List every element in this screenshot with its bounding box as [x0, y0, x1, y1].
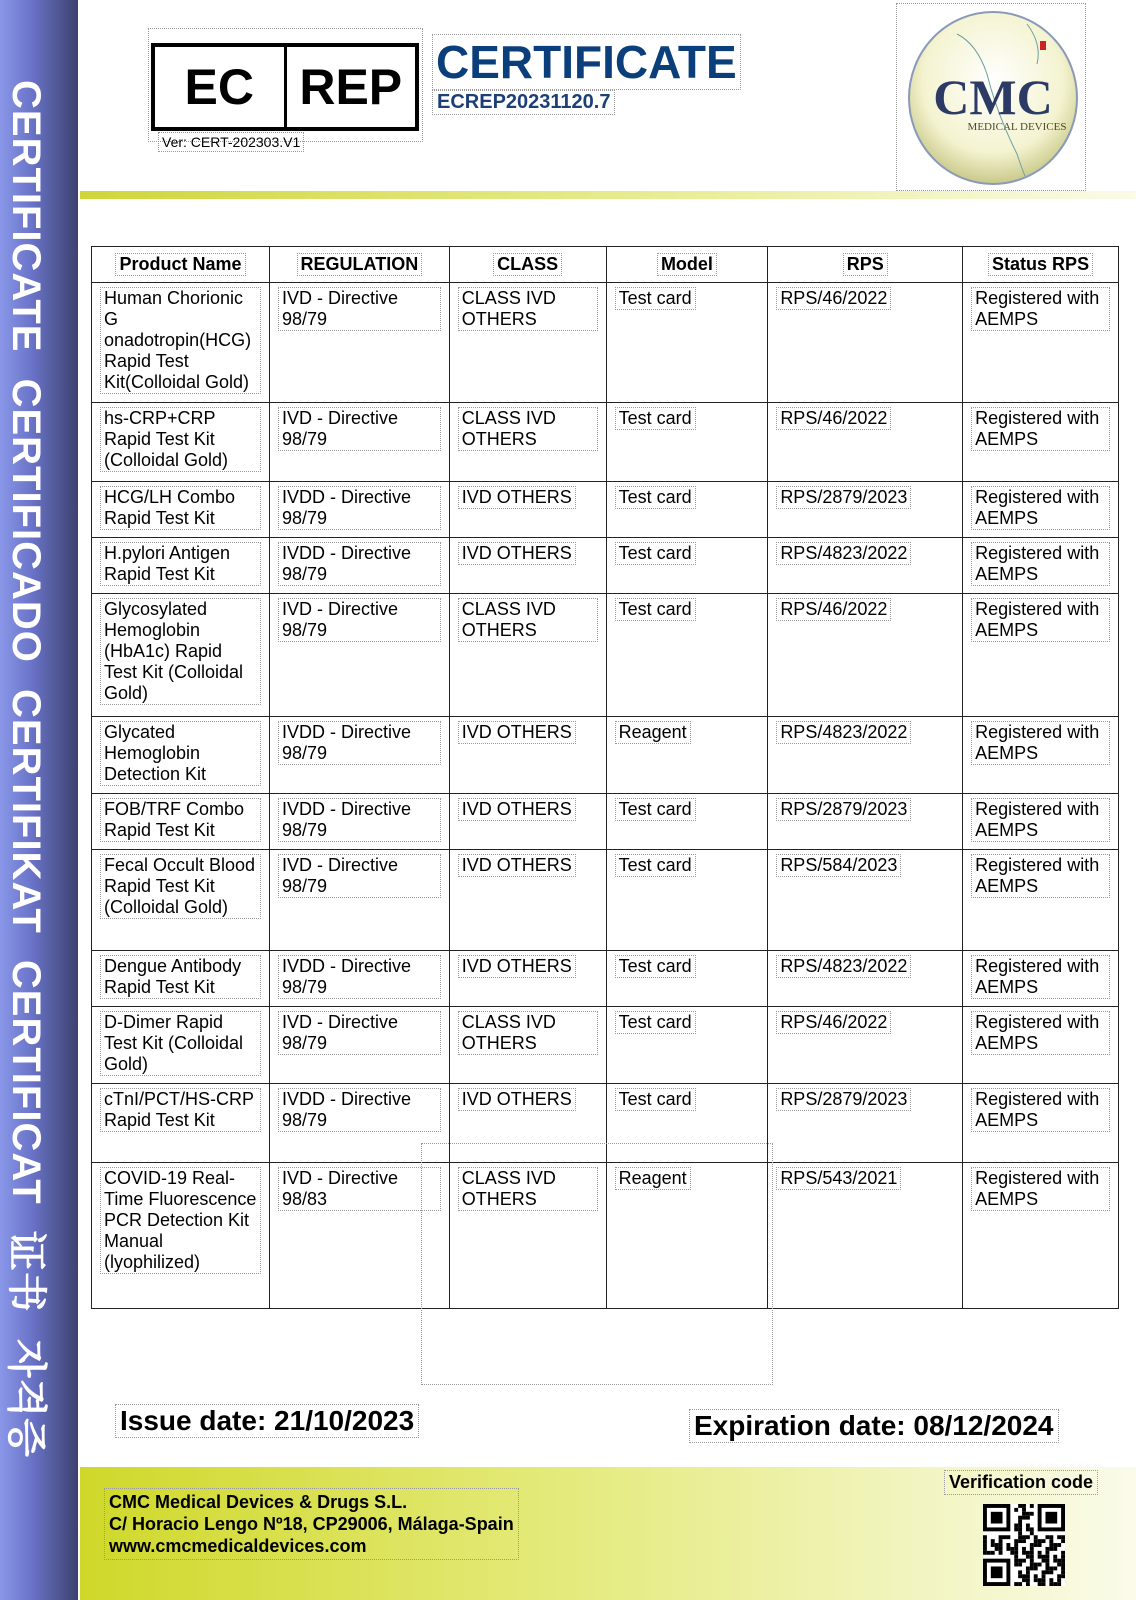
column-header — [269, 247, 449, 283]
table-cell — [606, 538, 768, 594]
cell-text: Test card — [615, 955, 696, 978]
table-cell — [963, 482, 1119, 538]
table-cell — [449, 482, 606, 538]
cell-text: Test card — [615, 407, 696, 430]
cell-text: Human Chorionic G onadotropin(HCG) Rapid Test Kit(Colloidal Gold) — [100, 287, 261, 394]
table-cell — [92, 1084, 270, 1163]
cell-text: IVD - Directive 98/79 — [278, 854, 441, 898]
table-cell — [92, 951, 270, 1007]
cell-text: IVD OTHERS — [458, 1088, 576, 1111]
table-cell — [92, 403, 270, 482]
table-cell — [768, 283, 963, 403]
table-cell — [92, 482, 270, 538]
table-cell — [963, 850, 1119, 951]
table-cell — [606, 283, 768, 403]
table-cell — [963, 1084, 1119, 1163]
table-cell — [269, 283, 449, 403]
cell-text: IVD OTHERS — [458, 798, 576, 821]
cell-text: RPS/4823/2022 — [776, 721, 911, 744]
column-header — [963, 247, 1119, 283]
table-cell — [92, 717, 270, 794]
cell-text: IVD - Directive 98/79 — [278, 287, 441, 331]
cell-text: Registered with AEMPS — [971, 486, 1110, 530]
table-cell — [768, 1084, 963, 1163]
table-cell — [92, 1007, 270, 1084]
table-cell — [768, 850, 963, 951]
cell-text: HCG/LH Combo Rapid Test Kit — [100, 486, 261, 530]
table-cell — [963, 538, 1119, 594]
cell-text: hs-CRP+CRP Rapid Test Kit (Colloidal Gold) — [100, 407, 261, 472]
cell-text: Test card — [615, 486, 696, 509]
issue-date: Issue date: 21/10/2023 — [115, 1404, 419, 1438]
logo-text: CMC — [933, 69, 1053, 125]
cell-text: Glycosylated Hemoglobin (HbA1c) Rapid Test Kit (Colloidal Gold) — [100, 598, 261, 705]
sidebar-banner — [0, 0, 78, 1600]
column-header-label: REGULATION — [297, 253, 423, 276]
table-cell — [92, 1163, 270, 1309]
street-address: C/ Horacio Lengo Nº18, CP29006, Málaga-Spain — [109, 1514, 514, 1534]
table-row — [92, 482, 1119, 538]
column-header-label: Model — [657, 253, 717, 276]
column-header-label: Status RPS — [988, 253, 1093, 276]
cell-text: FOB/TRF Combo Rapid Test Kit — [100, 798, 261, 842]
cell-text: IVD OTHERS — [458, 486, 576, 509]
table-cell — [606, 794, 768, 850]
column-header — [92, 247, 270, 283]
cell-text: IVDD - Directive 98/79 — [278, 542, 441, 586]
table-cell — [606, 482, 768, 538]
table-row — [92, 850, 1119, 951]
table-cell — [269, 717, 449, 794]
cell-text: Registered with AEMPS — [971, 598, 1110, 642]
table-cell — [449, 794, 606, 850]
table-row — [92, 538, 1119, 594]
cell-text: Test card — [615, 287, 696, 310]
table-cell — [269, 951, 449, 1007]
table-header-row — [92, 247, 1119, 283]
column-header-label: Product Name — [115, 253, 245, 276]
column-header-label: CLASS — [493, 253, 562, 276]
cell-text: IVDD - Directive 98/79 — [278, 1088, 441, 1132]
empty-frame — [421, 1143, 773, 1385]
table-cell — [768, 794, 963, 850]
table-cell — [963, 951, 1119, 1007]
cell-text: Test card — [615, 854, 696, 877]
table-cell — [92, 850, 270, 951]
cell-text: RPS/2879/2023 — [776, 486, 911, 509]
table-cell — [449, 283, 606, 403]
table-cell — [269, 482, 449, 538]
cell-text: IVD OTHERS — [458, 721, 576, 744]
cell-text: CLASS IVD OTHERS — [458, 407, 598, 451]
column-header-label: RPS — [843, 253, 888, 276]
cell-text: RPS/46/2022 — [776, 407, 891, 430]
cell-text: RPS/4823/2022 — [776, 542, 911, 565]
version-label: Ver: CERT-202303.V1 — [158, 132, 304, 152]
table-cell — [606, 1007, 768, 1084]
cell-text: Registered with AEMPS — [971, 798, 1110, 842]
verification-label: Verification code — [944, 1470, 1098, 1495]
cell-text: Dengue Antibody Rapid Test Kit — [100, 955, 261, 999]
cell-text: IVD - Directive 98/79 — [278, 598, 441, 642]
cell-text: RPS/584/2023 — [776, 854, 901, 877]
cell-text: Test card — [615, 542, 696, 565]
ec-label: EC — [155, 47, 287, 127]
table-cell — [768, 951, 963, 1007]
table-cell — [269, 1007, 449, 1084]
cell-text: Registered with AEMPS — [971, 287, 1110, 331]
table-cell — [768, 403, 963, 482]
cell-text: Test card — [615, 1088, 696, 1111]
table-row — [92, 717, 1119, 794]
table-cell — [768, 1007, 963, 1084]
cell-text: Registered with AEMPS — [971, 542, 1110, 586]
table-cell — [606, 717, 768, 794]
table-cell — [606, 850, 768, 951]
column-header — [449, 247, 606, 283]
cell-text: H.pylori Antigen Rapid Test Kit — [100, 542, 261, 586]
table-cell — [963, 1007, 1119, 1084]
table-cell — [92, 538, 270, 594]
cell-text: Fecal Occult Blood Rapid Test Kit (Colloidal Gold) — [100, 854, 261, 919]
table-cell — [606, 594, 768, 717]
cell-text: RPS/2879/2023 — [776, 1088, 911, 1111]
qr-code-icon[interactable] — [983, 1504, 1065, 1586]
cell-text: D-Dimer Rapid Test Kit (Colloidal Gold) — [100, 1011, 261, 1076]
table-cell — [963, 403, 1119, 482]
cell-text: IVD - Directive 98/83 — [278, 1167, 441, 1211]
cell-text: RPS/46/2022 — [776, 287, 891, 310]
cell-text: Test card — [615, 798, 696, 821]
cell-text: Registered with AEMPS — [971, 721, 1110, 765]
cell-text: IVDD - Directive 98/79 — [278, 955, 441, 999]
cell-text: RPS/2879/2023 — [776, 798, 911, 821]
table-cell — [963, 717, 1119, 794]
company-name: CMC Medical Devices & Drugs S.L. — [109, 1492, 408, 1512]
page-title: CERTIFICATE — [432, 34, 741, 90]
certificate-code: ECREP20231120.7 — [432, 90, 615, 115]
table-cell — [269, 794, 449, 850]
table-cell — [963, 1163, 1119, 1309]
table-cell — [449, 717, 606, 794]
table-cell — [449, 403, 606, 482]
expiration-date: Expiration date: 08/12/2024 — [689, 1409, 1059, 1443]
table-cell — [92, 594, 270, 717]
cell-text: RPS/46/2022 — [776, 598, 891, 621]
cell-text: IVDD - Directive 98/79 — [278, 486, 441, 530]
column-header — [768, 247, 963, 283]
table-cell — [449, 951, 606, 1007]
cmc-logo — [896, 3, 1086, 191]
table-cell — [606, 403, 768, 482]
ec-rep-symbol — [151, 43, 419, 131]
table-row — [92, 594, 1119, 717]
table-cell — [963, 794, 1119, 850]
cell-text: RPS/46/2022 — [776, 1011, 891, 1034]
table-row — [92, 794, 1119, 850]
table-cell — [92, 283, 270, 403]
table-row — [92, 403, 1119, 482]
cell-text: RPS/543/2021 — [776, 1167, 901, 1190]
cell-text: IVD OTHERS — [458, 542, 576, 565]
table-cell — [606, 951, 768, 1007]
table-row — [92, 951, 1119, 1007]
table-cell — [269, 594, 449, 717]
cell-text: IVD OTHERS — [458, 955, 576, 978]
table-cell — [963, 594, 1119, 717]
website-link[interactable]: www.cmcmedicaldevices.com — [109, 1536, 367, 1556]
table-cell — [768, 482, 963, 538]
cell-text: cTnI/PCT/HS-CRP Rapid Test Kit — [100, 1088, 261, 1132]
table-cell — [768, 717, 963, 794]
cell-text: CLASS IVD OTHERS — [458, 598, 598, 642]
table-cell — [269, 850, 449, 951]
cell-text: Test card — [615, 598, 696, 621]
table-cell — [269, 538, 449, 594]
table-cell — [92, 794, 270, 850]
cell-text: CLASS IVD OTHERS — [458, 1011, 598, 1055]
cell-text: RPS/4823/2022 — [776, 955, 911, 978]
table-row — [92, 1007, 1119, 1084]
cell-text: IVDD - Directive 98/79 — [278, 721, 441, 765]
cell-text: Registered with AEMPS — [971, 1167, 1110, 1211]
table-cell — [449, 850, 606, 951]
table-cell — [768, 594, 963, 717]
table-cell — [768, 538, 963, 594]
table-row — [92, 283, 1119, 403]
cell-text: IVD - Directive 98/79 — [278, 407, 441, 451]
cell-text: Glycated Hemoglobin Detection Kit — [100, 721, 261, 786]
cell-text: CLASS IVD OTHERS — [458, 1167, 598, 1211]
table-cell — [449, 1007, 606, 1084]
cell-text: Registered with AEMPS — [971, 1088, 1110, 1132]
column-header — [606, 247, 768, 283]
cell-text: Reagent — [615, 721, 691, 744]
cell-text: COVID-19 Real-Time Fluorescence PCR Detection Kit Manual (lyophilized) — [100, 1167, 261, 1274]
sidebar-text: CERTIFICATE CERTIFICADO CERTIFIKAT CERTIFICAT 证书 자격증 — [4, 80, 48, 1458]
cell-text: IVD - Directive 98/79 — [278, 1011, 441, 1055]
table-cell — [449, 594, 606, 717]
cell-text: Registered with AEMPS — [971, 1011, 1110, 1055]
cell-text: Registered with AEMPS — [971, 407, 1110, 451]
table-cell — [963, 283, 1119, 403]
header-divider — [80, 191, 1136, 199]
cell-text: CLASS IVD OTHERS — [458, 287, 598, 331]
table-cell — [768, 1163, 963, 1309]
table-cell — [449, 538, 606, 594]
cell-text: Registered with AEMPS — [971, 955, 1110, 999]
cell-text: IVD OTHERS — [458, 854, 576, 877]
logo-subtext: MEDICAL DEVICES — [967, 121, 1067, 133]
cell-text: Test card — [615, 1011, 696, 1034]
cell-text: Registered with AEMPS — [971, 854, 1110, 898]
table-cell — [269, 403, 449, 482]
rep-label: REP — [299, 59, 403, 115]
company-address — [104, 1488, 519, 1560]
cell-text: IVDD - Directive 98/79 — [278, 798, 441, 842]
cell-text: Reagent — [615, 1167, 691, 1190]
